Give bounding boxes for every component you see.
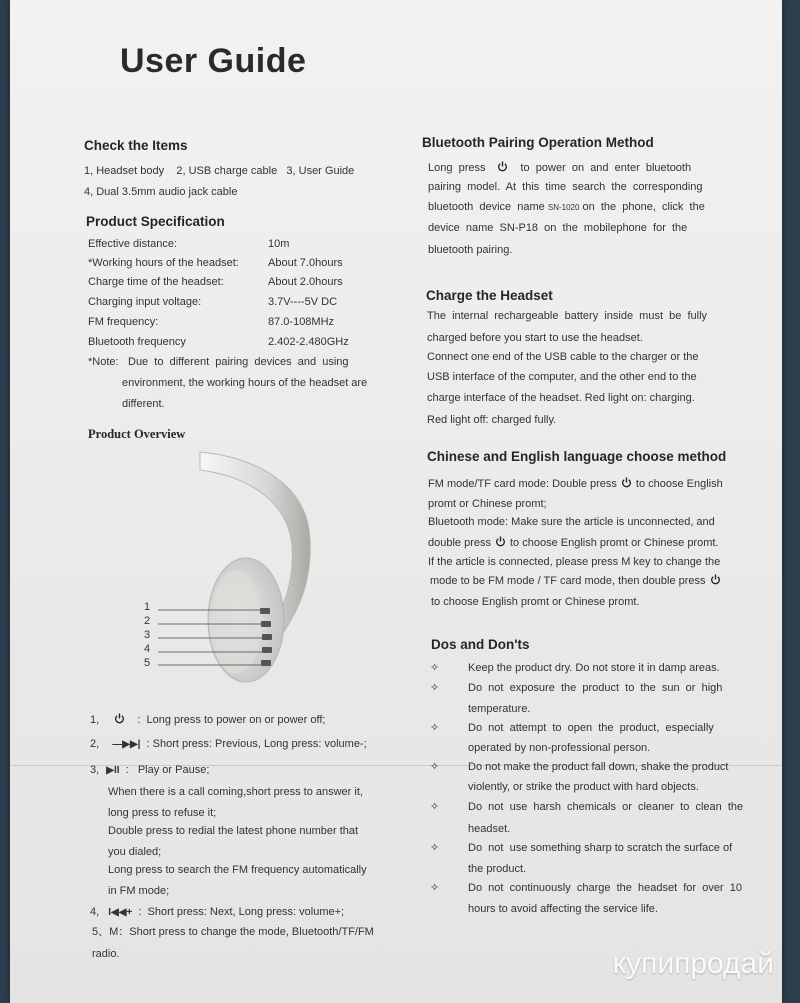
item-text: Long press to power on or power off; (146, 714, 326, 726)
sparkle-bullet-icon: ✧ (430, 662, 440, 674)
language-line-4 (428, 533, 719, 553)
list-item-text: Do not exposure the product to the sun or high (468, 682, 723, 694)
bt-pairing-line-2: pairing model. At this time search the corresponding (428, 181, 703, 193)
check-items-line-2: 4, Dual 3.5mm audio jack cable (84, 186, 238, 198)
charge-line-1: The internal rechargeable battery inside must be fully (427, 310, 708, 322)
list-item-text: violently, or strike the product with hard objects. (468, 781, 699, 793)
spec-label: Effective distance: (88, 238, 178, 250)
list-item-text: Keep the product dry. Do not store it in damp areas. (468, 662, 720, 674)
charge-heading: Charge the Headset (426, 288, 553, 303)
spec-row (88, 316, 335, 328)
list-item-text: temperature. (468, 703, 531, 715)
list-item (430, 678, 750, 720)
check-items-line-1: 1, Headset body 2, USB charge cable 3, User Guide (84, 165, 355, 177)
list-item (430, 757, 750, 799)
spec-row (88, 257, 343, 269)
spec-note-prefix: *Note: (88, 356, 119, 368)
sparkle-bullet-icon: ✧ (430, 801, 440, 813)
language-line-3: Bluetooth mode: Make sure the article is unconnected, and (428, 516, 715, 528)
language-line-1 (428, 474, 723, 494)
list-item-text: Do not use something sharp to scratch the surface of (468, 842, 733, 854)
text: mode to be FM mode / TF card mode, then double press (430, 575, 706, 587)
list-item (430, 878, 750, 920)
sparkle-bullet-icon: ✧ (430, 722, 440, 734)
overview-item-3-detail-6: in FM mode; (108, 885, 170, 897)
page-title: User Guide (120, 42, 307, 80)
bt-pairing-line-4: device name SN-P18 on the mobilephone for the (428, 222, 688, 234)
dos-heading: Dos and Don'ts (431, 637, 530, 652)
power-icon (495, 536, 506, 547)
spec-value: 10m (268, 238, 290, 250)
list-item-text: operated by non-professional person. (468, 742, 651, 754)
sparkle-bullet-icon: ✧ (430, 842, 440, 854)
bt-pairing-heading: Bluetooth Pairing Operation Method (422, 135, 654, 150)
spec-value: 2.402-2.480GHz (268, 336, 349, 348)
list-item-text: headset. (468, 823, 511, 835)
spec-label: Charge time of the headset: (88, 276, 224, 288)
sparkle-bullet-icon: ✧ (430, 882, 440, 894)
play-pause-icon: ▶II (106, 765, 120, 776)
charge-line-3: Connect one end of the USB cable to the charger or the (427, 351, 699, 363)
list-item (430, 797, 750, 839)
language-line-2: promt or Chinese promt; (428, 498, 547, 510)
overview-item-3-detail-5: Long press to search the FM frequency automatically (108, 864, 367, 876)
list-item-text: Do not make the product fall down, shake the product (468, 761, 729, 773)
text: FM mode/TF card mode: Double press (428, 478, 617, 490)
sparkle-bullet-icon: ✧ (430, 682, 440, 694)
overview-item-3-detail-3: Double press to redial the latest phone number that (108, 825, 359, 837)
watermark-logo: купипродай (612, 947, 774, 980)
spec-value: 87.0-108MHz (268, 316, 335, 328)
text: double press (428, 537, 491, 549)
overview-item-3: 3, ▶II : Play or Pause; (90, 764, 210, 776)
spec-label: Charging input voltage: (88, 296, 202, 308)
power-icon (497, 161, 508, 172)
language-heading: Chinese and English language choose method (427, 449, 727, 464)
spec-label: *Working hours of the headset: (88, 257, 239, 269)
overview-item-5: 5、M：Short press to change the mode, Bluetooth/TF/FM (92, 926, 374, 938)
callout-3: 3 (144, 629, 151, 641)
charge-line-2: charged before you start to use the headset. (427, 332, 643, 344)
item-number: 1, (90, 714, 100, 726)
check-items-heading: Check the Items (84, 138, 188, 153)
headset-illustration-icon (128, 440, 328, 700)
callout-2: 2 (144, 615, 151, 627)
overview-item-3-detail-2: long press to refuse it; (108, 807, 217, 819)
spec-value: About 7.0hours (268, 257, 343, 269)
list-item (430, 838, 750, 880)
bt-pairing-line-1 (428, 158, 728, 178)
item-text: Play or Pause; (137, 764, 210, 776)
list-item-text: Do not attempt to open the product, especially (468, 722, 714, 734)
item-number: 4, (90, 906, 100, 918)
spec-value: About 2.0hours (268, 276, 343, 288)
charge-line-5: charge interface of the headset. Red light on: charging. (427, 392, 695, 404)
spec-row (88, 336, 349, 348)
spec-note-line-2: environment, the working hours of the headset are (122, 377, 368, 389)
item-number: 2, (90, 738, 100, 750)
user-guide-sheet (10, 0, 782, 1003)
spec-row (88, 238, 290, 250)
list-item (430, 658, 750, 680)
overview-item-2: 2, —▶▶| : Short press: Previous, Long press: volume-; (90, 738, 367, 750)
power-icon (114, 713, 125, 724)
text: to choose English (635, 478, 723, 490)
spec-label: FM frequency: (88, 316, 159, 328)
charge-line-4: USB interface of the computer, and the other end to the (427, 371, 697, 383)
spec-label: Bluetooth frequency (88, 336, 186, 348)
overview-item-4: 4, I◀◀+ : Short press: Next, Long press: volume+; (90, 906, 345, 918)
item-text: Short press: Previous, Long press: volume-; (152, 738, 367, 750)
text: bluetooth device name (428, 201, 545, 213)
callout-1: 1 (144, 601, 151, 613)
list-item (430, 718, 750, 760)
text: to choose English promt or Chinese promt. (510, 537, 719, 549)
list-item-text: Do not use harsh chemicals or cleaner to clean the (468, 801, 744, 813)
list-item-text: the product. (468, 863, 527, 875)
callout-4: 4 (144, 643, 151, 655)
overview-item-1: 1, : Long press to power on or power off; (90, 714, 326, 726)
list-item-text: Do not continuously charge the headset for over 10 (468, 882, 742, 894)
sparkle-bullet-icon: ✧ (430, 761, 440, 773)
spec-note-line-1: Due to different pairing devices and using (128, 356, 349, 368)
overview-item-3-detail-4: you dialed; (108, 846, 162, 858)
overview-heading: Product Overview (88, 427, 186, 441)
item-text: Short press: Next, Long press: volume+; (147, 906, 345, 918)
model-name: SN-1020 (547, 203, 580, 212)
power-icon (710, 574, 721, 585)
spec-note-line-3: different. (122, 398, 165, 410)
bt-pairing-line-5: bluetooth pairing. (428, 244, 513, 256)
language-line-5: If the article is connected, please press M key to change the (428, 556, 721, 568)
previous-icon: —▶▶| (112, 739, 141, 750)
overview-item-3-detail-1: When there is a call coming,short press to answer it, (108, 786, 363, 798)
spec-row (88, 276, 343, 288)
overview-item-5-cont: radio. (92, 948, 120, 960)
bt-pairing-line-3 (428, 197, 728, 218)
text: to power on and enter bluetooth (520, 162, 692, 174)
next-icon: I◀◀+ (108, 907, 133, 918)
spec-row (88, 296, 338, 308)
item-number: 3, (90, 764, 100, 776)
language-line-7: to choose English promt or Chinese promt. (431, 596, 640, 608)
text: Long press (428, 162, 486, 174)
spec-heading: Product Specification (86, 214, 225, 229)
power-icon (621, 477, 632, 488)
list-item-text: hours to avoid affecting the service life. (468, 903, 658, 915)
spec-value: 3.7V----5V DC (268, 296, 338, 308)
callout-5: 5 (144, 657, 151, 669)
language-line-6 (430, 571, 725, 591)
text: on the phone, click the (582, 201, 705, 213)
charge-line-6: Red light off: charged fully. (427, 414, 557, 426)
